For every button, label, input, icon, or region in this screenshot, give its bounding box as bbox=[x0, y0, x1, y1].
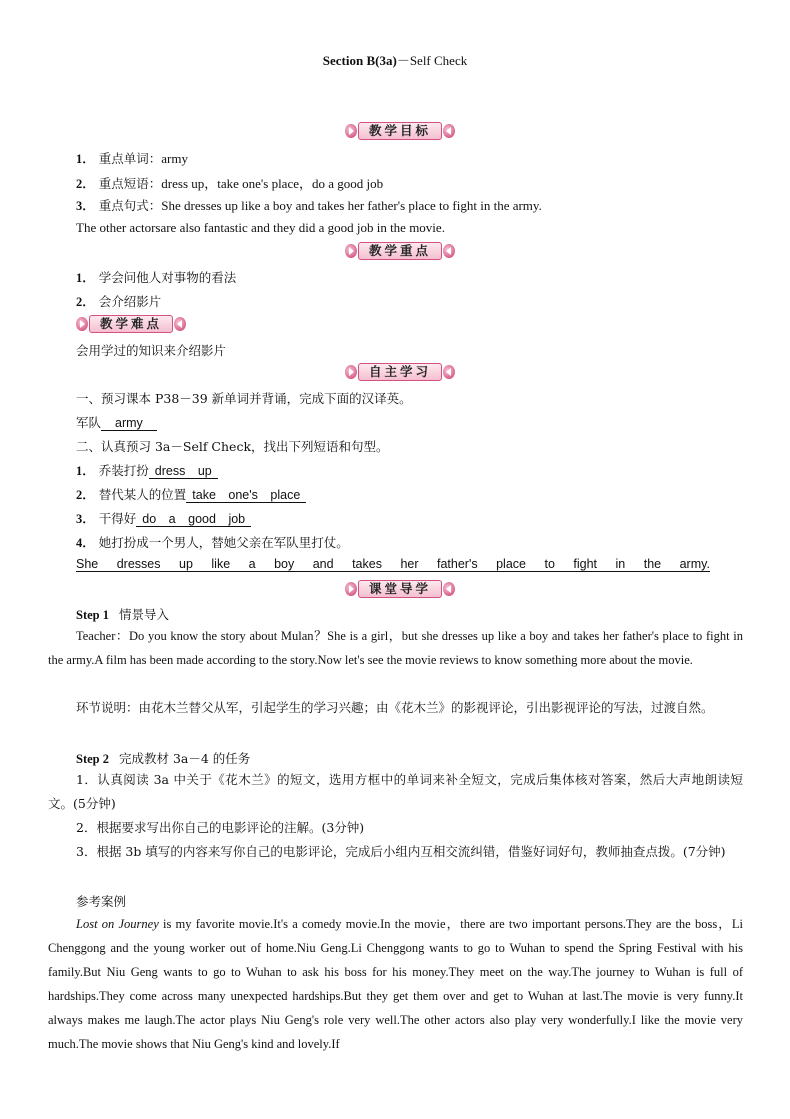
step-1-note: 环节说明：由花木兰替父从军，引起学生的学习兴趣；由《花木兰》的影视评论，引出影视评论的写法，过渡自然。 bbox=[76, 700, 714, 715]
item-label: 替代某人的位置 bbox=[98, 487, 187, 502]
item-text: dress up，take one's place，do a good job bbox=[161, 176, 384, 191]
movie-title: Lost on Journey bbox=[76, 917, 159, 931]
item-number: 4． bbox=[76, 536, 95, 550]
item-text: 会介绍影片 bbox=[98, 294, 162, 309]
arrow-left-icon bbox=[443, 244, 455, 258]
phrase-item-2 bbox=[76, 485, 306, 503]
vocab-answer: army bbox=[101, 416, 157, 431]
title-rest: －Self Check bbox=[396, 53, 468, 68]
item-number: 2． bbox=[76, 488, 95, 502]
sentence-word: takes bbox=[352, 557, 382, 571]
phrase-item-3 bbox=[76, 509, 251, 527]
arrow-right-icon bbox=[345, 244, 357, 258]
step-1-heading bbox=[76, 605, 169, 623]
item-answer: take one's place bbox=[186, 488, 306, 503]
sentence-word: fight bbox=[573, 557, 598, 571]
objective-1 bbox=[76, 149, 188, 167]
step-1-teacher: Teacher：Do you know the story about Mulan？She is a girl，but she dresses up like a boy and takes her father's place to fight in the army.A film has been made according to the story.Now let's see the movie reviews to know something more about the movie. bbox=[48, 629, 743, 667]
item-label: 重点句式： bbox=[98, 198, 162, 213]
essay-text: is my favorite movie.It's a comedy movie.In the movie，there are two important persons.They are the boss，Li Chenggong and the young worker out of home.Niu Geng.Li Chenggong wants to go to Wuhan to spend the Spring Festival with his family.But Niu Geng wants to go to Wuhan to ask his boss for his money.They meet on the way.The journey to Wuhan is full of hardships.They come across many unexpected hardships.But they get them over and get to Wuhan at last.The movie is very funny.It always makes me laugh.The actor plays Niu Geng's role very well.The other actors also play very wonderfully.I like the movie very much.The movie shows that Niu Geng's kind and lovely.If bbox=[48, 917, 743, 1051]
banner-self-study bbox=[345, 361, 455, 383]
sentence-word: boy bbox=[274, 557, 295, 571]
item-number: 3． bbox=[76, 199, 95, 213]
title-section: Section B(3a) bbox=[322, 53, 397, 68]
item-label: 乔装打扮 bbox=[98, 463, 149, 478]
sentence-word: and bbox=[312, 557, 334, 571]
step-2-item-3: 3．根据 3b 填写的内容来写你自己的电影评论，完成后小组内互相交流纠错，借鉴好词好句，教师抽查点拨。(7分钟) bbox=[76, 844, 726, 859]
item-number: 2． bbox=[76, 295, 95, 309]
item-label: 重点单词： bbox=[98, 151, 162, 166]
arrow-left-icon bbox=[443, 582, 455, 596]
step-2-item-2: 2．根据要求写出你自己的电影评论的注解。(3分钟) bbox=[76, 820, 365, 835]
banner-classroom bbox=[345, 578, 455, 600]
item-number: 1． bbox=[76, 271, 95, 285]
key-point-1 bbox=[76, 268, 236, 286]
phrase-item-1 bbox=[76, 461, 218, 479]
item-number: 1． bbox=[76, 464, 95, 478]
sentence-word: like bbox=[211, 557, 231, 571]
key-point-2 bbox=[76, 292, 161, 310]
objective-2 bbox=[76, 173, 383, 192]
vocab-label: 军队 bbox=[76, 415, 102, 430]
step-title: 情景导入 bbox=[119, 607, 170, 622]
step-title: 完成教材 3a－4 的任务 bbox=[119, 751, 251, 766]
step-2-heading bbox=[76, 749, 250, 767]
sentence-answer bbox=[76, 557, 710, 572]
item-answer: dress up bbox=[149, 464, 218, 479]
item-number: 2． bbox=[76, 177, 95, 191]
item-label: 她打扮成一个男人，替她父亲在军队里打仗。 bbox=[98, 535, 349, 550]
arrow-left-icon bbox=[443, 365, 455, 379]
banner-label: 教学重点 bbox=[358, 242, 442, 260]
banner-key-points bbox=[345, 240, 455, 262]
sentence-word: the bbox=[643, 557, 662, 571]
banner-difficulties bbox=[76, 313, 186, 335]
sentence-word: army. bbox=[679, 557, 710, 571]
reference-label: 参考案例 bbox=[76, 894, 127, 909]
vocab-line bbox=[76, 413, 157, 431]
sentence-word: her bbox=[400, 557, 419, 571]
difficulty-text: 会用学过的知识来介绍影片 bbox=[76, 343, 227, 358]
banner-objectives bbox=[345, 120, 455, 142]
item-text: army bbox=[161, 151, 188, 166]
self-study-task-2: 二、认真预习 3a－Self Check，找出下列短语和句型。 bbox=[76, 439, 389, 454]
step-label: Step 2 bbox=[76, 752, 109, 766]
reference-essay bbox=[48, 912, 743, 1108]
arrow-right-icon bbox=[345, 365, 357, 379]
sentence-word: a bbox=[248, 557, 256, 571]
sentence-word: up bbox=[179, 557, 193, 571]
item-number: 1． bbox=[76, 152, 95, 166]
banner-label: 教学目标 bbox=[358, 122, 442, 140]
banner-label: 课堂导学 bbox=[358, 580, 442, 598]
sentence-word: in bbox=[615, 557, 626, 571]
item-number: 3． bbox=[76, 512, 95, 526]
arrow-right-icon bbox=[345, 582, 357, 596]
arrow-right-icon bbox=[345, 124, 357, 138]
item-text: She dresses up like a boy and takes her father's place to fight in the army. bbox=[161, 198, 542, 213]
sentence-word: father's bbox=[437, 557, 478, 571]
arrow-right-icon bbox=[76, 317, 88, 331]
sentence-word: dresses bbox=[116, 557, 161, 571]
sentence-word: She bbox=[76, 557, 99, 571]
item-text: 学会问他人对事物的看法 bbox=[98, 270, 237, 285]
objective-extra: The other actorsare also fantastic and they did a good job in the movie. bbox=[76, 220, 445, 235]
page-title bbox=[0, 50, 790, 69]
objective-3 bbox=[76, 196, 542, 214]
arrow-left-icon bbox=[443, 124, 455, 138]
item-answer: do a good job bbox=[136, 512, 251, 527]
step-label: Step 1 bbox=[76, 608, 109, 622]
step-2-item-1: 1．认真阅读 3a 中关于《花木兰》的短文，选用方框中的单词来补全短文，完成后集体核对答案，然后大声地朗读短文。(5分钟) bbox=[48, 772, 743, 811]
arrow-left-icon bbox=[174, 317, 186, 331]
phrase-item-4 bbox=[76, 533, 349, 551]
item-label: 干得好 bbox=[98, 511, 137, 526]
sentence-word: place bbox=[496, 557, 526, 571]
self-study-task-1: 一、预习课本 P38－39 新单词并背诵，完成下面的汉译英。 bbox=[76, 391, 412, 406]
banner-label: 自主学习 bbox=[358, 363, 442, 381]
banner-label: 教学难点 bbox=[89, 315, 173, 333]
item-label: 重点短语： bbox=[98, 176, 162, 191]
sentence-word: to bbox=[544, 557, 555, 571]
